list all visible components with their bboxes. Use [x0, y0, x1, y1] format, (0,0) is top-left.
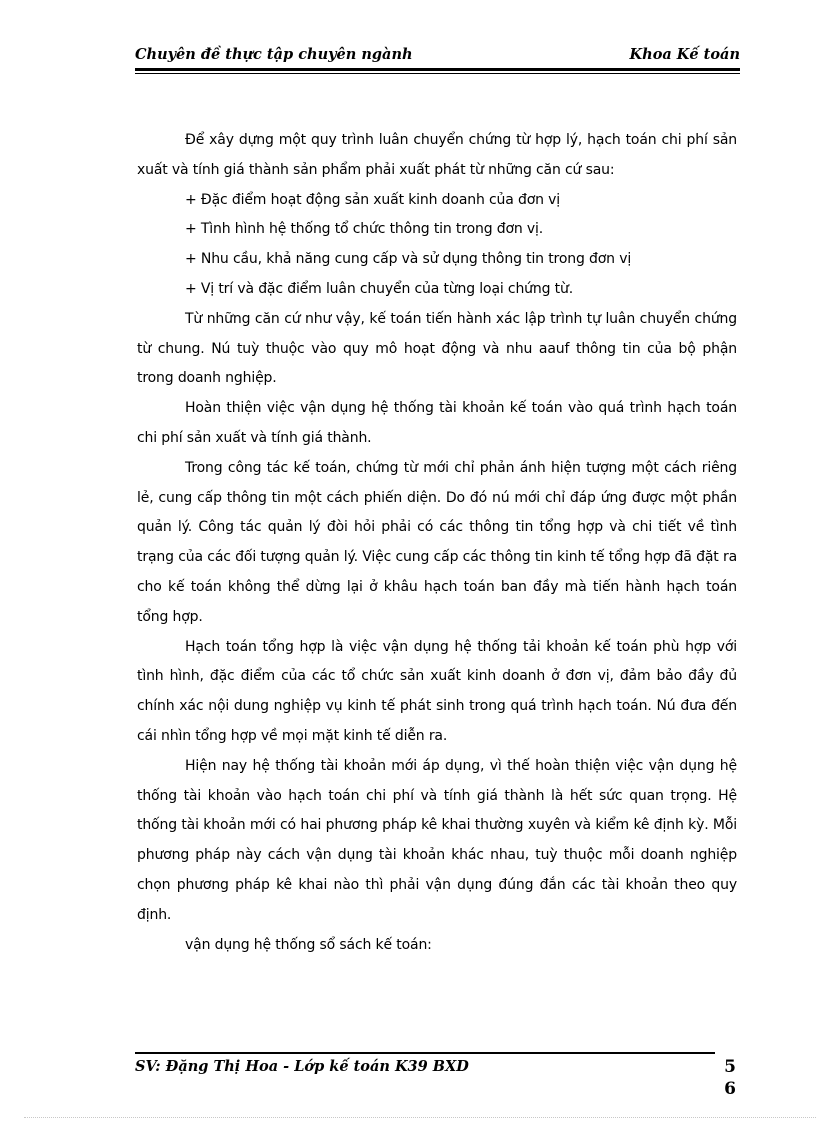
header-rule-thick — [135, 68, 740, 71]
paragraph: Hiện nay hệ thống tài khoản mới áp dụng, vì thế hoàn thiện việc vận dụng hệ thống tài khoản vào hạch toán chi phí và tính giá thành là hết sức quan trọng. Hệ thống tài khoản mới có hai phương pháp kê khai thường xuyên và kiểm kê định kỳ. Mỗi phương pháp này cách vận dụng tài khoản khác nhau, tuỳ thuộc mỗi doanh nghiệp chọn phương pháp kê khai nào thì phải vận dụng đúng đắn các tài khoản theo quy định. — [137, 757, 737, 923]
document-body — [137, 126, 737, 960]
bullet-item: + Vị trí và đặc điểm luân chuyển của từng loại chứng từ. — [185, 280, 574, 297]
bullet-item: + Nhu cầu, khả năng cung cấp và sử dụng thông tin trong đơn vị — [185, 251, 632, 268]
paragraph: Từ những căn cứ như vậy, kế toán tiến hành xác lập trình tự luân chuyển chứng từ chung. Nú tuỳ thuộc vào quy mô hoạt động và nhu aauf thông tin của bộ phận trong doanh nghiệp. — [137, 310, 737, 387]
footer-rule — [135, 1052, 715, 1054]
page-header — [135, 44, 740, 68]
page-number-digit: 6 — [724, 1079, 736, 1099]
paragraph: Để xây dựng một quy trình luân chuyển chứng từ hợp lý, hạch toán chi phí sản xuất và tính giá thành sản phẩm phải xuất phát từ những căn cứ sau: — [137, 132, 737, 178]
footer-student-info: SV: Đặng Thị Hoa - Lớp kế toán K39 BXD — [135, 1058, 469, 1075]
page-footer — [135, 1052, 740, 1102]
header-department: Khoa Kế toán — [629, 46, 740, 63]
page-number — [723, 1056, 737, 1100]
header-rule-thin — [135, 73, 740, 74]
header-report-title: Chuyên đề thực tập chuyên ngành — [135, 46, 413, 63]
paragraph: Trong công tác kế toán, chứng từ mới chỉ phản ánh hiện tượng một cách riêng lẻ, cung cấp thông tin một cách phiến diện. Do đó nú mới chỉ đáp ứng được một phần quản lý. Công tác quản lý đòi hỏi phải có các thông tin tổng hợp và chi tiết về tình trạng của các đối tượng quản lý. Việc cung cấp các thông tin kinh tế tổng hợp đã đặt ra cho kế toán không thể dừng lại ở khâu hạch toán ban đầy mà tiến hành hạch toán tổng hợp. — [137, 459, 737, 625]
bullet-item: + Đặc điểm hoạt động sản xuất kinh doanh của đơn vị — [185, 191, 561, 208]
paragraph: Hạch toán tổng hợp là việc vận dụng hệ thống tải khoản kế toán phù hợp với tình hình, đặc điểm của các tổ chức sản xuất kinh doanh ở đơn vị, đảm bảo đầy đủ chính xác nội dung nghiệp vụ kinh tế phát sinh trong quá trình hạch toán. Nú đưa đến cái nhìn tổng hợp về mọi mặt kinh tế diễn ra. — [137, 638, 737, 744]
bullet-item: + Tình hình hệ thống tổ chức thông tin trong đơn vị. — [185, 221, 544, 238]
paragraph: Hoàn thiện việc vận dụng hệ thống tài khoản kế toán vào quá trình hạch toán chi phí sản xuất và tính giá thành. — [137, 400, 737, 446]
paragraph: vận dụng hệ thống sổ sách kế toán: — [185, 936, 432, 953]
page-edge-dotted-line — [24, 1117, 816, 1118]
page-number-digit: 5 — [724, 1057, 736, 1077]
